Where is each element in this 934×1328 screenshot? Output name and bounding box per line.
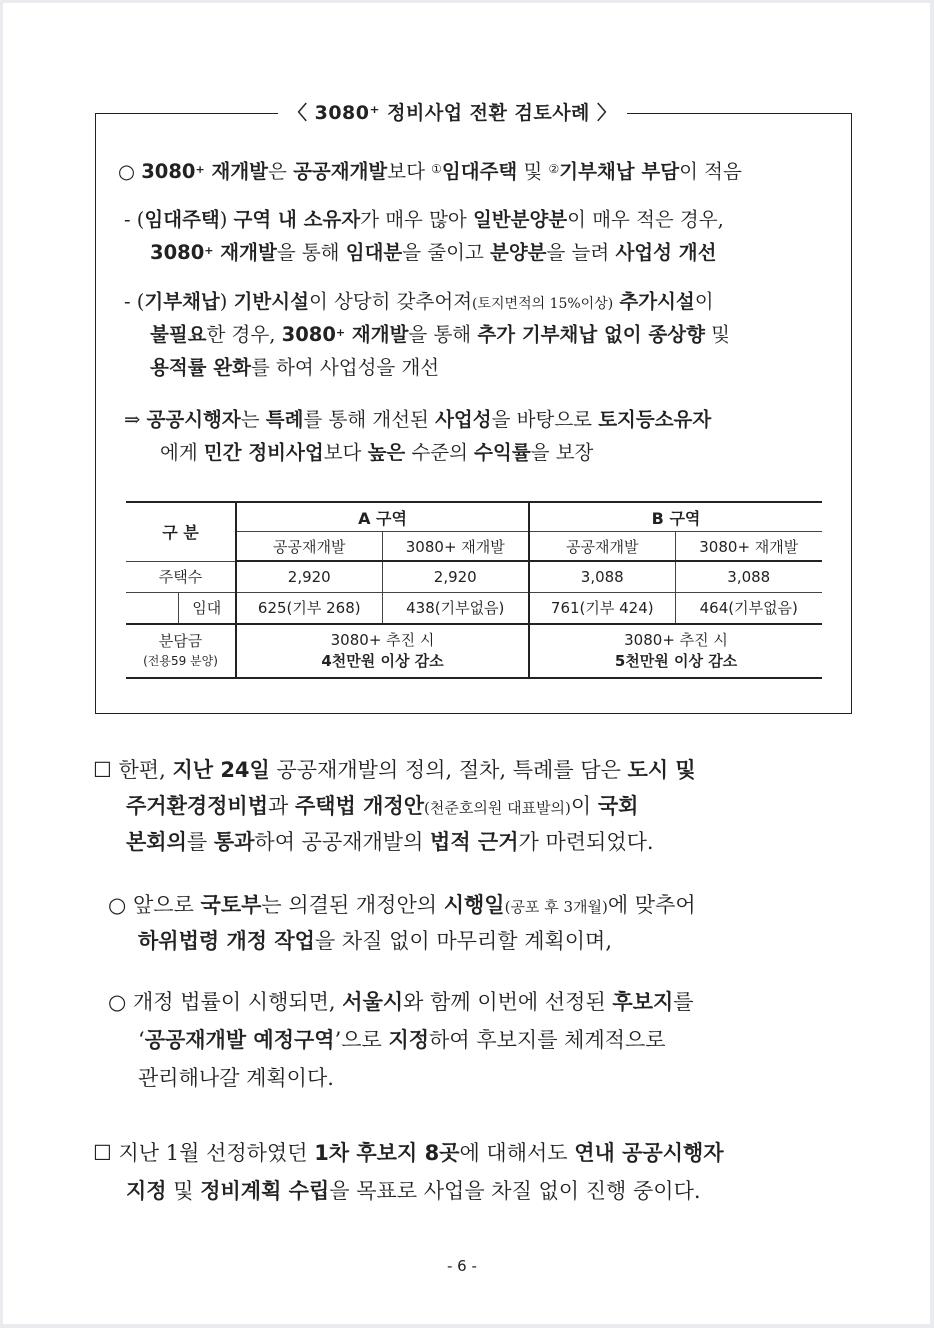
table-cell: 625(기부 268) (236, 592, 382, 624)
table-col-b2: 3080+ 재개발 (675, 532, 822, 562)
table-cell: 2,920 (382, 561, 529, 592)
table-cell-empty (126, 592, 178, 624)
box-conclusion-line-1: ⇒ 공공시행자는 특례를 통해 개선된 사업성을 바탕으로 토지등소유자 (124, 408, 712, 431)
table-col-a1: 공공재개발 (236, 532, 382, 562)
section-3-line-1: ○ 개정 법률이 시행되면, 서울시와 함께 이번에 선정된 후보지를 (108, 990, 694, 1014)
bullet-square: ☐ (93, 1141, 112, 1165)
table-cell: 438(기부없음) (382, 592, 529, 624)
table-cell: 2,920 (236, 561, 382, 592)
bullet-circle: ○ (118, 160, 136, 183)
section-2-line-2: 하위법령 개정 작업을 차질 없이 마무리할 계획이며, (138, 929, 613, 953)
bullet-circle: ○ (108, 990, 127, 1014)
section-3-line-2: ‘공공재개발 예정구역’으로 지정하여 후보지를 체계적으로 (138, 1028, 666, 1052)
section-4-line-2: 지정 및 정비계획 수립을 목표로 사업을 차질 없이 진행 중이다. (126, 1179, 701, 1203)
section-4-line-1: ☐ 지난 1월 선정하였던 1차 후보지 8곳에 대해서도 연내 공공시행자 (93, 1141, 724, 1165)
bullet-square: ☐ (93, 758, 112, 782)
table-col-b1: 공공재개발 (529, 532, 675, 562)
section-2-line-1: ○ 앞으로 국토부는 의결된 개정안의 시행일(공포 후 3개월)에 맞추어 (108, 893, 696, 917)
section-3-line-3: 관리해나갈 계획이다. (138, 1066, 334, 1090)
section-1-line-3: 본회의를 통과하여 공공재개발의 법적 근거가 마련되었다. (126, 830, 654, 854)
box-point-3-line-3: 용적률 완화를 하여 사업성을 개선 (150, 356, 440, 379)
table-cell: 761(기부 424) (529, 592, 675, 624)
table-cell-a-contribution: 3080+ 추진 시 4천만원 이상 감소 (236, 624, 529, 678)
box-point-1: ○ 3080+ 재개발은 공공재개발보다 ①임대주택 및 ②기부채납 부담이 적음 (118, 160, 742, 183)
box-title: 〈 3080⁺ 정비사업 전환 검토사례 〉 (278, 99, 627, 127)
page-number: - 6 - (447, 1257, 477, 1275)
table-cell: 3,088 (529, 561, 675, 592)
table-cell: 3,088 (675, 561, 822, 592)
box-point-2-line-1: - (임대주택) 구역 내 소유자가 매우 많아 일반분양분이 매우 적은 경우, (124, 208, 724, 231)
box-point-2-line-2: 3080+ 재개발을 통해 임대분을 줄이고 분양분을 늘려 사업성 개선 (150, 241, 717, 264)
row-label-houses: 주택수 (126, 561, 236, 592)
table-col-a2: 3080+ 재개발 (382, 532, 529, 562)
box-point-3-line-2: 불필요한 경우, 3080+ 재개발을 통해 추가 기부채납 없이 종상향 및 (150, 323, 730, 346)
row-label-contribution: 분담금 (전용59 분양) (126, 624, 236, 678)
table-header-b: B 구역 (529, 502, 822, 532)
row-label-rental: 임대 (178, 592, 236, 624)
table-corner-header: 구 분 (126, 502, 236, 561)
box-conclusion-line-2: 에게 민간 정비사업보다 높은 수준의 수익률을 보장 (160, 441, 594, 464)
table-cell: 464(기부없음) (675, 592, 822, 624)
table-header-a: A 구역 (236, 502, 529, 532)
box-point-3-line-1: - (기부채납) 기반시설이 상당히 갖추어져(토지면적의 15%이상) 추가시설이 (124, 290, 714, 313)
comparison-table (126, 501, 822, 679)
table-cell-b-contribution: 3080+ 추진 시 5천만원 이상 감소 (529, 624, 822, 678)
section-1-line-1: ☐ 한편, 지난 24일 공공재개발의 정의, 절차, 특례를 담은 도시 및 (93, 758, 696, 782)
section-1-line-2: 주거환경정비법과 주택법 개정안(천준호의원 대표발의)이 국회 (126, 794, 639, 818)
bullet-circle: ○ (108, 893, 127, 917)
